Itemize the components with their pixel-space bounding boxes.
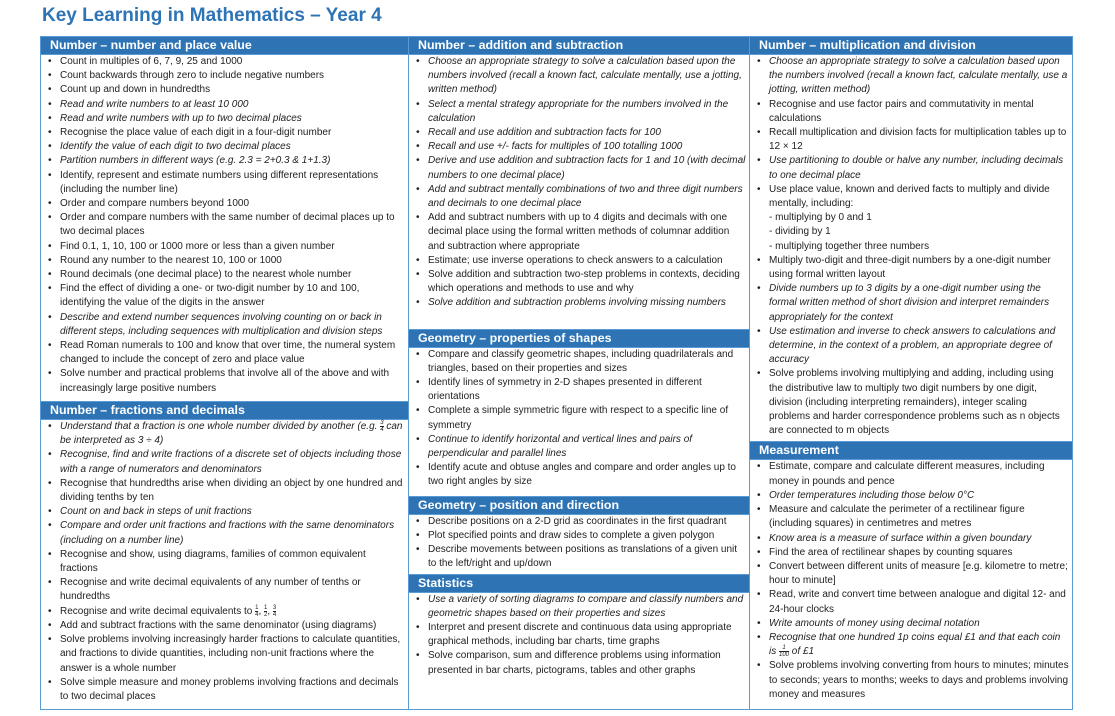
list-item: • Identify, represent and estimate numbers using different representations (including the number line)	[41, 169, 408, 197]
list-item: • Add and subtract fractions with the same denominator (using diagrams)	[41, 619, 408, 633]
fraction: $\frac{3}{4}$	[272, 604, 277, 618]
sub-item: - multiplying by 0 and 1	[769, 212, 872, 224]
bullet-list	[41, 55, 408, 396]
list-item: • Read, write and convert time between analogue and digital 12- and 24-hour clocks	[750, 588, 1072, 616]
bullet-list	[750, 254, 1072, 439]
list-item: • Use estimation and inverse to check answers to calculations and determine, in the context of a problem, an appropriate degree of accuracy	[750, 325, 1072, 368]
list-item: • Write amounts of money using decimal notation	[750, 617, 1072, 631]
bullet-list	[409, 55, 749, 311]
section-fractions	[41, 401, 408, 704]
section-heading: Number – number and place value	[41, 37, 408, 55]
list-item: • Understand that a fraction is one whole number divided by another (e.g. $\frac{3}{4}$ can be interpreted as 3 ÷ 4)	[41, 420, 408, 449]
list-item: • Identify the value of each digit to two decimal places	[41, 140, 408, 154]
column-3	[749, 36, 1073, 710]
list-item: • Identify lines of symmetry in 2-D shapes presented in different orientations	[409, 376, 749, 404]
list-item: • Recall and use +/- facts for multiples of 100 totalling 1000	[409, 140, 749, 154]
list-item: • Recognise, find and write fractions of a discrete set of objects including those with a range of numerators and denominators	[41, 448, 408, 476]
list-item: • Round any number to the nearest 10, 100 or 1000	[41, 254, 408, 268]
list-item: • Convert between different units of measure [e.g. kilometre to metre; hour to minute]	[750, 560, 1072, 588]
list-item: • Find 0.1, 1, 10, 100 or 1000 more or less than a given number	[41, 240, 408, 254]
list-item: • Compare and classify geometric shapes, including quadrilaterals and triangles, based on their properties and sizes	[409, 348, 749, 376]
section-statistics	[409, 574, 749, 678]
list-item: • Identify acute and obtuse angles and compare and order angles up to two right angles by size	[409, 461, 749, 489]
list-item: • Continue to identify horizontal and vertical lines and pairs of perpendicular and parallel lines	[409, 433, 749, 461]
column-2	[408, 36, 750, 710]
list-item: • Estimate; use inverse operations to check answers to a calculation	[409, 254, 749, 268]
list-item: • Partition numbers in different ways (e.g. 2.3 = 2+0.3 & 1+1.3)	[41, 154, 408, 168]
bullet-list	[41, 448, 408, 604]
list-item: • Order temperatures including those below 0°C	[750, 489, 1072, 503]
list-item: • Use partitioning to double or halve any number, including decimals to one decimal place	[750, 154, 1072, 182]
list-item: • Recognise and use factor pairs and commutativity in mental calculations	[750, 98, 1072, 126]
list-item: • Recognise that one hundred 1p coins equal £1 and that each coin is $\frac{1}{100}$ of £1	[750, 631, 1072, 660]
section-heading: Number – addition and subtraction	[409, 37, 749, 55]
list-item: • Choose an appropriate strategy to solve a calculation based upon the numbers involved (recall a known fact, calculate mentally, use a jotting, written method)	[750, 55, 1072, 98]
list-item: • Compare and order unit fractions and fractions with the same denominators (including on a number line)	[41, 519, 408, 547]
list-item: • Order and compare numbers beyond 1000	[41, 197, 408, 211]
bullet-list	[409, 515, 749, 572]
bullet-list	[41, 605, 408, 619]
list-item: • Divide numbers up to 3 digits by a one-digit number using the formal written method of short division and interpret remainders appropriately for the context	[750, 282, 1072, 325]
page-title: Key Learning in Mathematics – Year 4	[42, 5, 382, 26]
list-item: • Solve comparison, sum and difference problems using information presented in bar charts, pictograms, tables and other graphs	[409, 649, 749, 677]
list-item: • Order and compare numbers with the same number of decimal places up to two decimal places	[41, 211, 408, 239]
list-item: • Measure and calculate the perimeter of a rectilinear figure (including squares) in centimetres and metres	[750, 503, 1072, 531]
bullet-list	[750, 659, 1072, 702]
list-item: • Complete a simple symmetric figure with respect to a specific line of symmetry	[409, 404, 749, 432]
list-item: • Recognise the place value of each digit in a four-digit number	[41, 126, 408, 140]
fraction: $\frac{1}{2}$	[264, 604, 268, 618]
list-item: • Read and write numbers with up to two decimal places	[41, 112, 408, 126]
list-item: • Plot specified points and draw sides to complete a given polygon	[409, 529, 749, 543]
list-item: • Use place value, known and derived facts to multiply and divide mentally, including:	[750, 183, 1072, 211]
list-item: • Recognise and show, using diagrams, families of common equivalent fractions	[41, 548, 408, 576]
sub-list	[750, 211, 1072, 254]
list-item: • Read and write numbers to at least 10 000	[41, 98, 408, 112]
list-item: • Use a variety of sorting diagrams to compare and classify numbers and geometric shapes based on their properties and sizes	[409, 593, 749, 621]
fraction: $\frac{1}{4}$	[255, 604, 259, 618]
section-heading: Geometry – position and direction	[409, 496, 749, 515]
section-heading: Geometry – properties of shapes	[409, 329, 749, 348]
list-item: • Describe and extend number sequences involving counting on or back in different steps, including sequences with multiplication and division steps	[41, 311, 408, 339]
list-item: • Count backwards through zero to include negative numbers	[41, 69, 408, 83]
sub-item: - multiplying together three numbers	[769, 240, 930, 252]
list-item: • Recognise and write decimal equivalents of any number of tenths or hundredths	[41, 576, 408, 604]
list-item: • Derive and use addition and subtraction facts for 1 and 10 (with decimal numbers to one decimal place)	[409, 154, 749, 182]
fraction: $\frac{1}{100}$	[779, 645, 790, 659]
list-item: • Add and subtract numbers with up to 4 digits and decimals with one decimal place using the formal written methods of columnar addition and subtraction where appropriate	[409, 211, 749, 254]
section-heading: Number – multiplication and division	[750, 37, 1072, 55]
list-item: • Solve problems involving multiplying and adding, including using the distributive law to multiply two digit numbers by one digit, division (including interpreting remainders), integer scaling problems and harder correspondence problems such as n objects are connected to m objects	[750, 367, 1072, 438]
list-item: • Estimate, compare and calculate different measures, including money in pounds and pence	[750, 460, 1072, 488]
list-item: • Describe movements between positions as translations of a given unit to the left/right and up/down	[409, 543, 749, 571]
list-item: • Add and subtract mentally combinations of two and three digit numbers and decimals to one decimal place	[409, 183, 749, 211]
list-item: • Solve simple measure and money problems involving fractions and decimals to two decimal places	[41, 676, 408, 704]
list-item: • Round decimals (one decimal place) to the nearest whole number	[41, 268, 408, 282]
list-item: • Describe positions on a 2-D grid as coordinates in the first quadrant	[409, 515, 749, 529]
section-addition-subtraction	[409, 37, 749, 311]
list-item: • Solve number and practical problems that involve all of the above and with increasingly large positive numbers	[41, 367, 408, 395]
bullet-list	[409, 593, 749, 678]
bullet-list	[41, 619, 408, 704]
list-item: • Know area is a measure of surface within a given boundary	[750, 532, 1072, 546]
section-position-direction	[409, 496, 749, 572]
list-item: • Solve addition and subtraction two-step problems in contexts, deciding which operations and methods to use and why	[409, 268, 749, 296]
section-heading: Number – fractions and decimals	[41, 401, 408, 420]
list-item: • Multiply two-digit and three-digit numbers by a one-digit number using formal written layout	[750, 254, 1072, 282]
bullet-list	[409, 348, 749, 490]
section-heading: Measurement	[750, 441, 1072, 460]
section-place-value	[41, 37, 408, 396]
bullet-list	[750, 631, 1072, 660]
sub-item: - dividing by 1	[769, 226, 831, 238]
section-heading: Statistics	[409, 574, 749, 593]
list-item: • Solve problems involving converting from hours to minutes; minutes to seconds; years to months; weeks to days and problems involving money and measures	[750, 659, 1072, 702]
list-item: • Count on and back in steps of unit fractions	[41, 505, 408, 519]
list-item: • Find the effect of dividing a one- or two-digit number by 10 and 100, identifying the value of the digits in the answer	[41, 282, 408, 310]
section-multiplication-division	[750, 37, 1072, 438]
list-item: • Read Roman numerals to 100 and know that over time, the numeral system changed to include the concept of zero and place value	[41, 339, 408, 367]
list-item: • Interpret and present discrete and continuous data using appropriate graphical methods, including bar charts, time graphs	[409, 621, 749, 649]
list-item: • Count in multiples of 6, 7, 9, 25 and 1000	[41, 55, 408, 69]
list-item: • Recall and use addition and subtraction facts for 100	[409, 126, 749, 140]
bullet-list	[750, 55, 1072, 211]
list-item: • Solve addition and subtraction problems involving missing numbers	[409, 296, 749, 310]
section-properties-of-shapes	[409, 329, 749, 490]
list-item: • Solve problems involving increasingly harder fractions to calculate quantities, and fractions to divide quantities, including non-unit fractions where the answer is a whole number	[41, 633, 408, 676]
list-item: • Choose an appropriate strategy to solve a calculation based upon the numbers involved (recall a known fact, calculate mentally, use a jotting, written method)	[409, 55, 749, 98]
bullet-list	[750, 460, 1072, 630]
column-1	[40, 36, 409, 710]
fraction: $\frac{3}{4}$	[380, 419, 384, 433]
section-measurement	[750, 441, 1072, 702]
list-item: • Select a mental strategy appropriate for the numbers involved in the calculation	[409, 98, 749, 126]
list-item: • Count up and down in hundredths	[41, 83, 408, 97]
list-item: • Find the area of rectilinear shapes by counting squares	[750, 546, 1072, 560]
list-item: • Recall multiplication and division facts for multiplication tables up to 12 × 12	[750, 126, 1072, 154]
list-item: • Recognise and write decimal equivalents to $\frac{1}{4}$ , $\frac{1}{2}$ , $\frac{3}{4}$	[41, 605, 408, 619]
list-item: • Recognise that hundredths arise when dividing an object by one hundred and dividing tenths by ten	[41, 477, 408, 505]
bullet-list	[41, 420, 408, 449]
